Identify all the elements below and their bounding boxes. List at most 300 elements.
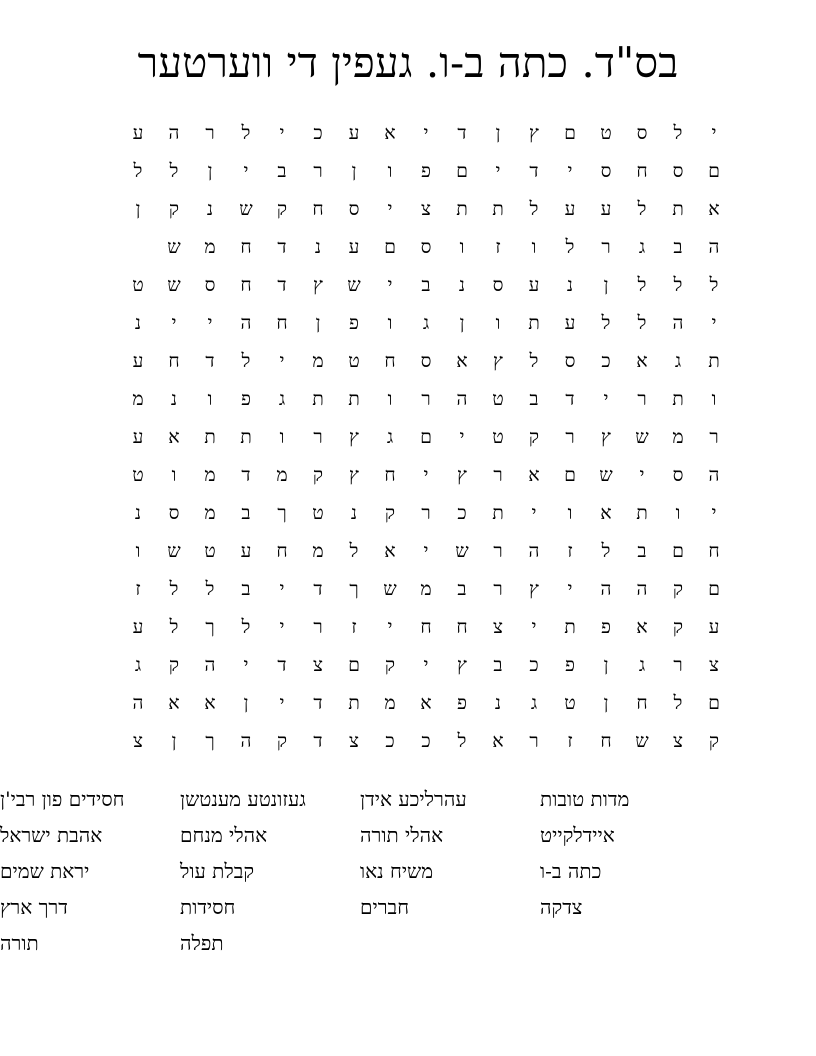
grid-letter: ב bbox=[277, 160, 287, 182]
grid-letter: ת bbox=[348, 692, 360, 714]
grid-letter: ד bbox=[205, 350, 215, 372]
grid-letter: ש bbox=[347, 274, 361, 296]
grid-letter: ט bbox=[132, 464, 144, 486]
grid-letter: ע bbox=[348, 122, 360, 144]
grid-letter: ס bbox=[168, 502, 180, 524]
grid-letter: כ bbox=[313, 122, 323, 144]
grid-letter: ץ bbox=[349, 464, 359, 486]
grid-letter: ת bbox=[708, 350, 720, 372]
grid-letter: ך bbox=[349, 578, 359, 600]
grid-letter: נ bbox=[134, 312, 142, 334]
grid-letter: ב bbox=[673, 236, 683, 258]
grid-letter: ן bbox=[603, 654, 609, 676]
grid-letter: ן bbox=[495, 122, 501, 144]
grid-letter: ן bbox=[315, 312, 321, 334]
grid-letter: ל bbox=[565, 236, 575, 258]
grid-letter: ע bbox=[600, 198, 612, 220]
grid-letter: ת bbox=[312, 388, 324, 410]
grid-letter: נ bbox=[206, 198, 214, 220]
word-list-item: קבלת עול bbox=[180, 859, 255, 883]
grid-letter: ת bbox=[636, 502, 648, 524]
grid-row bbox=[84, 684, 732, 722]
grid-letter: ס bbox=[600, 160, 612, 182]
grid-letter: ת bbox=[240, 426, 252, 448]
grid-letter: ז bbox=[351, 616, 357, 638]
grid-letter: ש bbox=[635, 426, 649, 448]
grid-letter: צ bbox=[313, 654, 323, 676]
grid-letter: י bbox=[387, 198, 393, 220]
grid-letter: א bbox=[420, 692, 432, 714]
grid-letter: ר bbox=[601, 236, 611, 258]
grid-letter: י bbox=[603, 388, 609, 410]
grid-letter: ר bbox=[421, 388, 431, 410]
grid-letter: ת bbox=[492, 198, 504, 220]
grid-letter: ך bbox=[277, 502, 287, 524]
grid-letter: ח bbox=[276, 540, 288, 562]
grid-letter: ק bbox=[168, 654, 180, 676]
word-list-item: חברים bbox=[360, 895, 410, 919]
grid-letter: ת bbox=[672, 388, 684, 410]
grid-letter: ל bbox=[601, 312, 611, 334]
grid-letter: ד bbox=[277, 236, 287, 258]
grid-letter: ת bbox=[456, 198, 468, 220]
grid-letter: ח bbox=[384, 464, 396, 486]
grid-letter: ר bbox=[313, 426, 323, 448]
grid-letter: ל bbox=[637, 198, 647, 220]
grid-letter: ב bbox=[421, 274, 431, 296]
grid-letter: ר bbox=[421, 502, 431, 524]
grid-letter: ש bbox=[455, 540, 469, 562]
grid-letter: ו bbox=[495, 312, 501, 334]
grid-letter: ס bbox=[420, 236, 432, 258]
grid-letter: כ bbox=[457, 502, 467, 524]
grid-letter: ד bbox=[313, 578, 323, 600]
grid-letter: ק bbox=[672, 616, 684, 638]
grid-letter: ץ bbox=[601, 426, 611, 448]
grid-letter: ץ bbox=[529, 578, 539, 600]
grid-letter: צ bbox=[421, 198, 431, 220]
grid-letter: ה bbox=[456, 388, 468, 410]
grid-letter: צ bbox=[493, 616, 503, 638]
grid-letter: ר bbox=[313, 616, 323, 638]
grid-letter: א bbox=[528, 464, 540, 486]
grid-letter: ם bbox=[348, 654, 360, 676]
word-list-item: תפלה bbox=[180, 931, 224, 955]
grid-letter: ה bbox=[240, 312, 252, 334]
grid-letter: ם bbox=[708, 160, 720, 182]
grid-letter: ח bbox=[600, 730, 612, 752]
grid-letter: א bbox=[204, 692, 216, 714]
grid-letter: ג bbox=[638, 654, 646, 676]
grid-letter: כ bbox=[601, 350, 611, 372]
grid-letter: א bbox=[168, 426, 180, 448]
grid-letter: ר bbox=[565, 426, 575, 448]
grid-letter: פ bbox=[421, 160, 431, 182]
grid-letter: ן bbox=[603, 274, 609, 296]
grid-letter: ט bbox=[132, 274, 144, 296]
grid-letter: ר bbox=[673, 654, 683, 676]
grid-letter: ד bbox=[277, 654, 287, 676]
word-list-item: צדקה bbox=[540, 895, 583, 919]
grid-letter: צ bbox=[349, 730, 359, 752]
grid-letter: ק bbox=[312, 464, 324, 486]
grid-letter: ם bbox=[420, 426, 432, 448]
grid-letter: ל bbox=[133, 160, 143, 182]
grid-letter: ס bbox=[420, 350, 432, 372]
grid-letter: ב bbox=[529, 388, 539, 410]
grid-letter: ז bbox=[495, 236, 501, 258]
grid-letter: ר bbox=[313, 160, 323, 182]
word-list-item: כתה ב-ו bbox=[540, 859, 602, 883]
grid-letter: י bbox=[243, 654, 249, 676]
grid-letter: פ bbox=[457, 692, 467, 714]
word-list-item bbox=[360, 930, 540, 966]
grid-letter: ם bbox=[564, 464, 576, 486]
grid-letter: י bbox=[207, 312, 213, 334]
grid-letter: ב bbox=[457, 578, 467, 600]
word-list-item: מדות טובות bbox=[540, 787, 630, 811]
grid-letter: ש bbox=[239, 198, 253, 220]
grid-letter: ו bbox=[207, 388, 213, 410]
grid-letter: י bbox=[531, 616, 537, 638]
grid-letter: ר bbox=[709, 426, 719, 448]
grid-letter: ש bbox=[167, 274, 181, 296]
grid-letter: ל bbox=[709, 274, 719, 296]
grid-row bbox=[84, 494, 732, 532]
grid-letter: ט bbox=[348, 350, 360, 372]
letter-grid bbox=[84, 114, 732, 760]
grid-letter: ר bbox=[493, 464, 503, 486]
grid-letter: ל bbox=[241, 350, 251, 372]
grid-letter: ל bbox=[529, 198, 539, 220]
grid-letter: ג bbox=[674, 350, 682, 372]
grid-letter: ע bbox=[132, 350, 144, 372]
grid-letter: י bbox=[279, 122, 285, 144]
grid-letter: ם bbox=[564, 122, 576, 144]
grid-letter: ו bbox=[387, 160, 393, 182]
grid-letter: ח bbox=[312, 198, 324, 220]
grid-letter: פ bbox=[349, 312, 359, 334]
grid-letter: מ bbox=[384, 692, 396, 714]
grid-letter: ה bbox=[204, 654, 216, 676]
grid-letter: ד bbox=[529, 160, 539, 182]
grid-letter: ו bbox=[135, 540, 141, 562]
grid-letter: ך bbox=[205, 616, 215, 638]
grid-letter: כ bbox=[529, 654, 539, 676]
grid-letter: ק bbox=[672, 578, 684, 600]
grid-letter: ה bbox=[708, 464, 720, 486]
word-list-item: חסידות bbox=[180, 895, 236, 919]
grid-letter: א bbox=[384, 540, 396, 562]
grid-letter: ה bbox=[240, 730, 252, 752]
grid-letter: צ bbox=[673, 730, 683, 752]
grid-letter: נ bbox=[350, 502, 358, 524]
grid-letter: ל bbox=[169, 616, 179, 638]
grid-letter: י bbox=[279, 692, 285, 714]
grid-letter: ל bbox=[241, 122, 251, 144]
grid-letter: ט bbox=[312, 502, 324, 524]
grid-letter: ל bbox=[169, 160, 179, 182]
grid-letter: ט bbox=[564, 692, 576, 714]
grid-letter: נ bbox=[134, 502, 142, 524]
grid-letter: מ bbox=[420, 578, 432, 600]
grid-letter: ט bbox=[492, 388, 504, 410]
grid-row bbox=[84, 418, 732, 456]
grid-letter: ק bbox=[384, 654, 396, 676]
grid-letter: ע bbox=[564, 198, 576, 220]
grid-letter: ר bbox=[529, 730, 539, 752]
grid-letter: ק bbox=[276, 198, 288, 220]
grid-row bbox=[84, 532, 732, 570]
grid-letter: כ bbox=[421, 730, 431, 752]
grid-letter: ב bbox=[241, 502, 251, 524]
grid-letter: ס bbox=[492, 274, 504, 296]
grid-letter: מ bbox=[672, 426, 684, 448]
word-list bbox=[0, 786, 720, 966]
grid-letter: ת bbox=[348, 388, 360, 410]
grid-letter: א bbox=[708, 198, 720, 220]
grid-letter: י bbox=[531, 502, 537, 524]
word-list-item: אהלי תורה bbox=[360, 823, 444, 847]
grid-row bbox=[84, 456, 732, 494]
grid-letter: ק bbox=[276, 730, 288, 752]
grid-letter: ז bbox=[567, 540, 573, 562]
grid-letter: ן bbox=[207, 160, 213, 182]
grid-letter: ל bbox=[529, 350, 539, 372]
word-list-item: געזונטע מענטשן bbox=[180, 787, 306, 811]
grid-letter: ן bbox=[459, 312, 465, 334]
grid-letter: ע bbox=[708, 616, 720, 638]
grid-letter: ה bbox=[528, 540, 540, 562]
grid-letter: ס bbox=[204, 274, 216, 296]
grid-letter: ל bbox=[457, 730, 467, 752]
grid-letter: ע bbox=[564, 312, 576, 334]
grid-letter: ל bbox=[673, 122, 683, 144]
grid-row bbox=[84, 114, 732, 152]
grid-letter: ש bbox=[167, 236, 181, 258]
grid-letter: י bbox=[711, 312, 717, 334]
grid-letter: י bbox=[639, 464, 645, 486]
grid-letter: ם bbox=[456, 160, 468, 182]
grid-letter: ל bbox=[241, 616, 251, 638]
grid-letter: נ bbox=[314, 236, 322, 258]
grid-letter: ת bbox=[672, 198, 684, 220]
grid-letter: ל bbox=[637, 274, 647, 296]
grid-letter: א bbox=[636, 350, 648, 372]
grid-letter: ה bbox=[672, 312, 684, 334]
grid-letter: ת bbox=[204, 426, 216, 448]
grid-letter: ח bbox=[708, 540, 720, 562]
grid-row bbox=[84, 152, 732, 190]
grid-letter: ו bbox=[567, 502, 573, 524]
grid-letter: ג bbox=[278, 388, 286, 410]
grid-letter: ש bbox=[383, 578, 397, 600]
grid-letter: ו bbox=[531, 236, 537, 258]
grid-letter: א bbox=[636, 616, 648, 638]
grid-letter: ז bbox=[135, 578, 141, 600]
grid-letter: ה bbox=[600, 578, 612, 600]
grid-letter: ו bbox=[387, 312, 393, 334]
grid-letter: ד bbox=[277, 274, 287, 296]
grid-row bbox=[84, 570, 732, 608]
word-list-item: משיח נאו bbox=[360, 859, 434, 883]
grid-letter: ץ bbox=[313, 274, 323, 296]
grid-letter: ג bbox=[422, 312, 430, 334]
grid-letter: ע bbox=[348, 236, 360, 258]
grid-letter: ח bbox=[240, 274, 252, 296]
grid-letter: מ bbox=[132, 388, 144, 410]
grid-letter: ם bbox=[672, 540, 684, 562]
grid-letter: ד bbox=[313, 730, 323, 752]
grid-letter: ט bbox=[204, 540, 216, 562]
word-list-item: איידלקייט bbox=[540, 823, 615, 847]
grid-letter: צ bbox=[133, 730, 143, 752]
grid-letter: ח bbox=[384, 350, 396, 372]
grid-row bbox=[84, 608, 732, 646]
grid-letter: ץ bbox=[457, 464, 467, 486]
grid-letter: י bbox=[495, 160, 501, 182]
puzzle-title: בס"ד. כתה ב-ו. געפין די ווערטער bbox=[137, 38, 679, 87]
grid-letter: י bbox=[279, 350, 285, 372]
grid-row bbox=[84, 228, 732, 266]
grid-letter: ח bbox=[420, 616, 432, 638]
grid-letter: ם bbox=[384, 236, 396, 258]
grid-letter: י bbox=[387, 616, 393, 638]
grid-letter: ש bbox=[599, 464, 613, 486]
grid-letter: ס bbox=[348, 198, 360, 220]
grid-letter: ו bbox=[387, 388, 393, 410]
grid-letter: ח bbox=[636, 160, 648, 182]
grid-letter: מ bbox=[204, 502, 216, 524]
grid-letter: ה bbox=[708, 236, 720, 258]
grid-letter: י bbox=[243, 160, 249, 182]
grid-letter: ת bbox=[564, 616, 576, 638]
grid-letter: ר bbox=[637, 388, 647, 410]
grid-letter: ן bbox=[351, 160, 357, 182]
grid-letter: ה bbox=[168, 122, 180, 144]
grid-letter: ן bbox=[171, 730, 177, 752]
grid-letter: א bbox=[600, 502, 612, 524]
grid-letter: נ bbox=[170, 388, 178, 410]
grid-letter: ק bbox=[168, 198, 180, 220]
grid-letter: א bbox=[168, 692, 180, 714]
word-list-item: חסידים פון רבי'ן bbox=[0, 787, 125, 811]
grid-letter: י bbox=[423, 464, 429, 486]
grid-letter: ש bbox=[635, 730, 649, 752]
grid-letter: ח bbox=[276, 312, 288, 334]
grid-letter: י bbox=[171, 312, 177, 334]
grid-letter: ס bbox=[636, 122, 648, 144]
grid-letter: ל bbox=[601, 540, 611, 562]
grid-letter: ץ bbox=[349, 426, 359, 448]
grid-letter: ו bbox=[279, 426, 285, 448]
grid-row bbox=[84, 190, 732, 228]
word-list-item: אהבת ישראל bbox=[0, 823, 103, 847]
grid-letter: מ bbox=[312, 540, 324, 562]
grid-letter: י bbox=[423, 654, 429, 676]
word-list-item: יראת שמים bbox=[0, 859, 90, 883]
grid-letter: ס bbox=[672, 464, 684, 486]
grid-letter: ג bbox=[530, 692, 538, 714]
grid-letter: ץ bbox=[529, 122, 539, 144]
grid-letter: ו bbox=[675, 502, 681, 524]
grid-letter: ך bbox=[205, 730, 215, 752]
grid-letter: כ bbox=[385, 730, 395, 752]
grid-letter: נ bbox=[458, 274, 466, 296]
grid-letter: מ bbox=[204, 464, 216, 486]
grid-row bbox=[84, 304, 732, 342]
grid-letter: י bbox=[459, 426, 465, 448]
word-list-item: אהלי מנחם bbox=[180, 823, 268, 847]
grid-letter: ב bbox=[493, 654, 503, 676]
word-list-item: עהרליכע אידן bbox=[360, 787, 467, 811]
grid-letter: ל bbox=[169, 578, 179, 600]
grid-letter: ת bbox=[528, 312, 540, 334]
grid-letter: ב bbox=[241, 578, 251, 600]
grid-letter: ט bbox=[600, 122, 612, 144]
grid-letter: ץ bbox=[457, 654, 467, 676]
grid-letter: י bbox=[567, 578, 573, 600]
grid-letter: ח bbox=[636, 692, 648, 714]
grid-letter: ב bbox=[637, 540, 647, 562]
grid-letter: ה bbox=[636, 578, 648, 600]
grid-letter: ץ bbox=[493, 350, 503, 372]
grid-letter: ד bbox=[457, 122, 467, 144]
grid-letter: פ bbox=[565, 654, 575, 676]
grid-letter: ן bbox=[603, 692, 609, 714]
grid-letter: ת bbox=[492, 502, 504, 524]
word-list-item: תורה bbox=[0, 931, 39, 955]
grid-letter: י bbox=[423, 540, 429, 562]
grid-letter: ר bbox=[205, 122, 215, 144]
grid-letter: ם bbox=[708, 692, 720, 714]
grid-row bbox=[84, 646, 732, 684]
grid-letter: ע bbox=[132, 122, 144, 144]
grid-letter: ג bbox=[638, 236, 646, 258]
grid-letter: ש bbox=[167, 540, 181, 562]
grid-letter: ו bbox=[711, 388, 717, 410]
grid-letter: ד bbox=[241, 464, 251, 486]
grid-letter: פ bbox=[241, 388, 251, 410]
grid-letter: ק bbox=[708, 730, 720, 752]
grid-letter: מ bbox=[312, 350, 324, 372]
grid-letter: י bbox=[279, 616, 285, 638]
grid-letter: י bbox=[711, 502, 717, 524]
grid-letter: ס bbox=[564, 350, 576, 372]
grid-letter: י bbox=[711, 122, 717, 144]
grid-letter: ק bbox=[528, 426, 540, 448]
grid-letter: א bbox=[492, 730, 504, 752]
grid-letter: פ bbox=[601, 616, 611, 638]
grid-letter: נ bbox=[494, 692, 502, 714]
grid-letter: צ bbox=[709, 654, 719, 676]
grid-letter: ע bbox=[240, 540, 252, 562]
grid-letter: ר bbox=[493, 540, 503, 562]
grid-letter: ע bbox=[132, 426, 144, 448]
grid-letter: ז bbox=[567, 730, 573, 752]
grid-letter: ע bbox=[132, 616, 144, 638]
grid-letter: ח bbox=[456, 616, 468, 638]
grid-row bbox=[84, 342, 732, 380]
grid-letter: י bbox=[567, 160, 573, 182]
grid-letter: ק bbox=[384, 502, 396, 524]
grid-letter: מ bbox=[204, 236, 216, 258]
grid-letter: ל bbox=[637, 312, 647, 334]
grid-letter: ם bbox=[708, 578, 720, 600]
grid-letter: ו bbox=[459, 236, 465, 258]
grid-letter: ח bbox=[168, 350, 180, 372]
grid-letter: י bbox=[423, 122, 429, 144]
